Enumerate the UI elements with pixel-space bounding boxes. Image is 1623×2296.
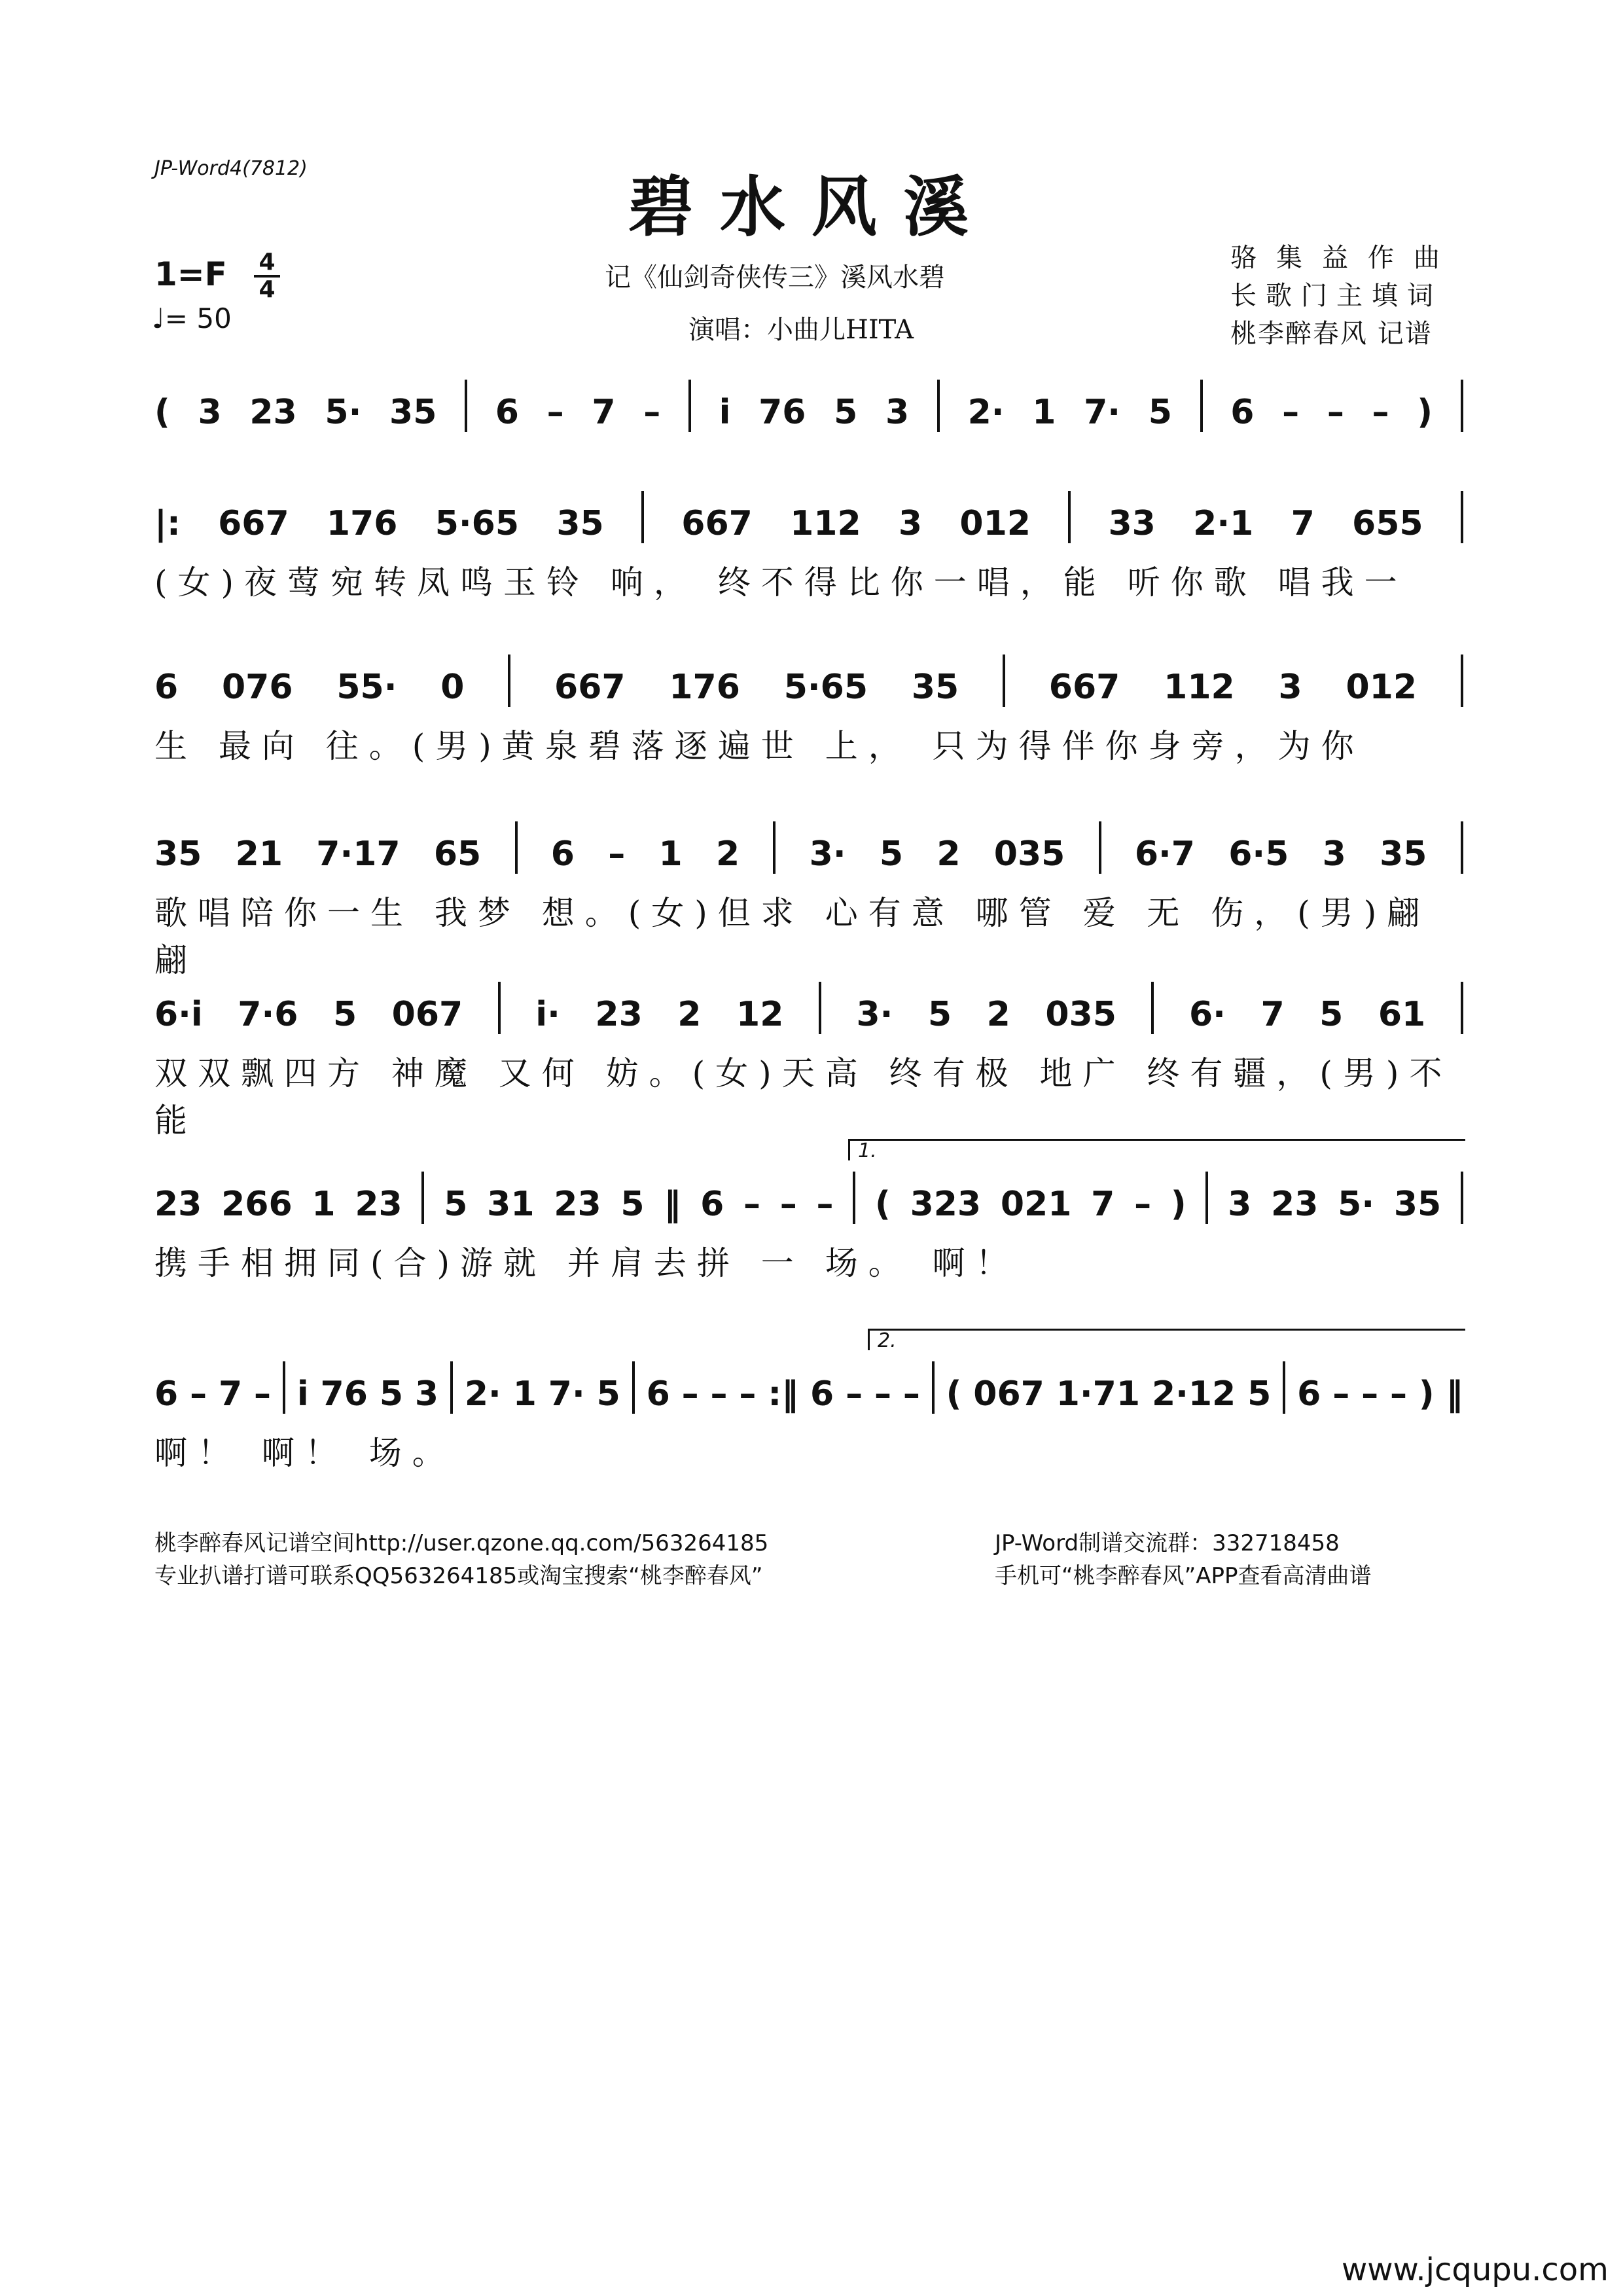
note-token: 112 [790, 504, 861, 543]
note-token: 35 [556, 504, 604, 543]
note-token: 3 [1322, 834, 1346, 874]
note-token: ( [946, 1374, 962, 1414]
note-token: – [1282, 393, 1300, 432]
notation-line [154, 484, 1463, 543]
note-token: ) [1417, 393, 1433, 432]
barline [450, 1361, 453, 1414]
source-tag: JP-Word4(7812) [154, 157, 308, 180]
note-token: 1·71 [1056, 1374, 1141, 1414]
note-token: 1 [1032, 393, 1056, 432]
note-token: 12 [736, 995, 784, 1034]
note-token: 3 [1228, 1185, 1252, 1224]
barline [1205, 1172, 1208, 1224]
note-token: 3 [885, 393, 910, 432]
note-token: 2 [677, 995, 702, 1034]
barline [1068, 491, 1071, 543]
barline [641, 491, 644, 543]
note-token: – [902, 1374, 920, 1414]
barline [283, 1361, 285, 1414]
lyric-line: 生 最向 往。(男)黄泉碧落逐遍世 上， 只为得伴你身旁，为你 [154, 727, 1364, 765]
footer-right-line-1: JP-Word制谱交流群：332718458 [995, 1530, 1340, 1556]
note-token: 6 [646, 1374, 670, 1414]
note-token: 176 [326, 504, 398, 543]
note-token: 6·7 [1134, 834, 1195, 874]
note-token: 323 [910, 1185, 982, 1224]
note-token: 5 [879, 834, 904, 874]
note-token: i [719, 393, 731, 432]
note-token: 6 [700, 1185, 724, 1224]
barline [632, 1361, 635, 1414]
note-token: 5 [332, 995, 357, 1034]
note-token: 5 [1319, 995, 1344, 1034]
note-token: 5 [379, 1374, 403, 1414]
note-token: 1 [312, 1185, 336, 1224]
lyric-line: 啊！ 啊！ 场。 [154, 1434, 455, 1472]
note-token: 667 [681, 504, 753, 543]
barline [1200, 380, 1203, 432]
barline [1461, 982, 1463, 1034]
barline [1461, 491, 1463, 543]
note-token: 3· [809, 834, 846, 874]
note-token: 035 [1045, 995, 1116, 1034]
note-token: 2·1 [1193, 504, 1254, 543]
notation-line [154, 648, 1463, 707]
notation-line [154, 373, 1463, 432]
note-token: 2 [936, 834, 961, 874]
note-token: 035 [993, 834, 1065, 874]
barline [773, 821, 776, 874]
note-token: 31 [487, 1185, 535, 1224]
barline [1461, 380, 1463, 432]
barline [421, 1172, 424, 1224]
note-token: 2·12 [1151, 1374, 1236, 1414]
note-token: 61 [1378, 995, 1426, 1034]
note-token: 067 [973, 1374, 1044, 1414]
barline [1099, 821, 1101, 874]
note-token: 5· [325, 393, 362, 432]
note-token: 6 [154, 1374, 179, 1414]
barline [819, 982, 821, 1034]
note-token: 3· [856, 995, 893, 1034]
barline [465, 380, 467, 432]
note-token: ‖ [664, 1185, 681, 1224]
note-token: 23 [595, 995, 643, 1034]
footer-left-line-1: 桃李醉春风记谱空间http://user.qzone.qq.com/563264185 [154, 1530, 769, 1556]
key-signature: 1=F [154, 255, 227, 293]
barline [498, 982, 501, 1034]
lyric-line: 携手相拥同(合)游就 并肩去拼 一 场。 啊！ [154, 1244, 1019, 1282]
note-token: 7 [1260, 995, 1285, 1034]
note-token: 6· [1188, 995, 1226, 1034]
note-token: 3 [898, 504, 923, 543]
credit-composer: 骆集益作曲 [1230, 243, 1459, 273]
note-token: 23 [249, 393, 297, 432]
note-token: 5 [444, 1185, 468, 1224]
note-token: ( [154, 393, 170, 432]
note-token: 1 [512, 1374, 537, 1414]
note-token: – [846, 1374, 863, 1414]
note-token: – [1372, 393, 1389, 432]
barline [1283, 1361, 1285, 1414]
note-token: 1 [658, 834, 683, 874]
note-token: 35 [1380, 834, 1427, 874]
note-token: 23 [1271, 1185, 1319, 1224]
note-token: 3 [198, 393, 222, 432]
note-token: 21 [235, 834, 283, 874]
note-token: 667 [554, 668, 626, 707]
note-token: 7 [218, 1374, 243, 1414]
note-token: 6·i [154, 995, 203, 1034]
note-token: 35 [911, 668, 959, 707]
notation-line [154, 1355, 1463, 1414]
note-token: 2 [715, 834, 740, 874]
note-token: 5· [1338, 1185, 1375, 1224]
note-token: – [1361, 1374, 1379, 1414]
note-token: 76 [320, 1374, 368, 1414]
note-token: – [816, 1185, 834, 1224]
note-token: 6 [1297, 1374, 1321, 1414]
note-token: – [254, 1374, 272, 1414]
note-token: 23 [154, 1185, 202, 1224]
note-token: 5 [596, 1374, 620, 1414]
note-token: 5 [834, 393, 858, 432]
volta-bracket [868, 1329, 1465, 1350]
note-token: ) [1170, 1185, 1186, 1224]
note-token: 7· [1084, 393, 1121, 432]
note-token: – [1389, 1374, 1407, 1414]
note-token: i· [535, 995, 560, 1034]
note-token: – [739, 1374, 757, 1414]
note-token: ( [875, 1185, 891, 1224]
note-token: – [1327, 393, 1344, 432]
note-token: – [608, 834, 626, 874]
barline [515, 821, 518, 874]
lyric-line: 双双飘四方 神魔 又何 妨。(女)天高 终有极 地广 终有疆，(男)不能 [154, 1054, 1453, 1139]
barline [508, 655, 510, 707]
note-token: 266 [221, 1185, 293, 1224]
note-token: 76 [758, 393, 806, 432]
note-token: 176 [669, 668, 740, 707]
credit-transcriber: 桃李醉春风 记谱 [1230, 319, 1433, 349]
note-token: 33 [1108, 504, 1156, 543]
note-token: 7 [1291, 504, 1315, 543]
note-token: – [1332, 1374, 1350, 1414]
note-token: 7 [592, 393, 616, 432]
credit-lyricist: 长歌门主填词 [1230, 281, 1442, 311]
note-token: 6 [154, 668, 179, 707]
time-signature [254, 251, 280, 301]
note-token: 5 [620, 1185, 645, 1224]
note-token: 3 [414, 1374, 439, 1414]
note-token: 5·65 [783, 668, 868, 707]
note-token: – [546, 393, 564, 432]
note-token: 2 [986, 995, 1010, 1034]
barline [1461, 655, 1463, 707]
lyric-line: (女)夜莺宛转凤鸣玉铃 响， 终不得比你一唱，能 听你歌 唱我一 [154, 564, 1408, 601]
note-token: 7 [1091, 1185, 1115, 1224]
barline [1461, 1172, 1463, 1224]
note-token: 5·65 [435, 504, 520, 543]
note-token: i [296, 1374, 309, 1414]
note-token: 23 [355, 1185, 402, 1224]
note-token: ‖ [1446, 1374, 1463, 1414]
note-token: 667 [1048, 668, 1120, 707]
note-token: 35 [389, 393, 437, 432]
notation-line [154, 1165, 1463, 1224]
subtitle: 记《仙剑奇侠传三》溪风水碧 [605, 262, 945, 293]
volta-bracket [848, 1139, 1465, 1160]
note-token: – [681, 1374, 699, 1414]
note-token: – [779, 1185, 797, 1224]
note-token: 667 [218, 504, 289, 543]
note-token: – [643, 393, 661, 432]
note-token: – [710, 1374, 728, 1414]
notation-line [154, 975, 1463, 1034]
notation-line [154, 815, 1463, 874]
note-token: 7·6 [238, 995, 298, 1034]
note-token: 23 [554, 1185, 601, 1224]
volta-label: 1. [858, 1139, 877, 1162]
barline [1003, 655, 1005, 707]
note-token: 7· [548, 1374, 585, 1414]
note-token: |: [154, 504, 181, 543]
note-token: 0 [440, 668, 465, 707]
barline [1461, 821, 1463, 874]
footer-right-line-2: 手机可“桃李醉春风”APP查看高清曲谱 [995, 1563, 1372, 1589]
note-token: 2· [464, 1374, 501, 1414]
note-token: 5 [1148, 393, 1172, 432]
note-token: 6·5 [1228, 834, 1289, 874]
singer: 演唱：小曲儿HITA [688, 315, 914, 345]
note-token: 5 [1247, 1374, 1272, 1414]
tempo-marking: ♩= 50 [152, 302, 232, 334]
note-token: 2· [967, 393, 1005, 432]
time-signature-bottom: 4 [259, 276, 276, 303]
footer-left-line-2: 专业扒谱打谱可联系QQ563264185或淘宝搜索“桃李醉春风” [154, 1563, 763, 1589]
barline [937, 380, 940, 432]
note-token: 112 [1164, 668, 1235, 707]
note-token: 655 [1352, 504, 1423, 543]
barline [853, 1172, 855, 1224]
note-token: 021 [1000, 1185, 1072, 1224]
note-token: ) [1418, 1374, 1435, 1414]
barline [1151, 982, 1154, 1034]
note-token: 35 [1393, 1185, 1442, 1224]
note-token: 012 [1346, 668, 1418, 707]
note-token: – [190, 1374, 207, 1414]
note-token: 6 [550, 834, 575, 874]
note-token: – [1134, 1185, 1152, 1224]
note-token: 5 [927, 995, 952, 1034]
note-token: 55· [336, 668, 397, 707]
note-token: 7·17 [316, 834, 401, 874]
note-token: 076 [221, 668, 293, 707]
note-token: :‖ [768, 1374, 799, 1414]
note-token: 6 [1230, 393, 1255, 432]
volta-label: 2. [878, 1329, 897, 1352]
note-token: – [743, 1185, 761, 1224]
note-token: 6 [495, 393, 519, 432]
note-token: 012 [959, 504, 1031, 543]
note-token: – [874, 1374, 891, 1414]
note-token: 6 [810, 1374, 834, 1414]
watermark: www.jcqupu.com [1342, 2251, 1609, 2288]
lyric-line: 歌唱陪你一生 我梦 想。(女)但求 心有意 哪管 爱 无 伤，(男)翩翩 [154, 894, 1431, 979]
page-title: 碧水风溪 [628, 168, 995, 245]
note-token: 3 [1278, 668, 1302, 707]
time-signature-top: 4 [259, 249, 276, 276]
barline [932, 1361, 935, 1414]
note-token: 65 [433, 834, 482, 874]
barline [688, 380, 691, 432]
note-token: 35 [154, 834, 202, 874]
note-token: 067 [391, 995, 463, 1034]
